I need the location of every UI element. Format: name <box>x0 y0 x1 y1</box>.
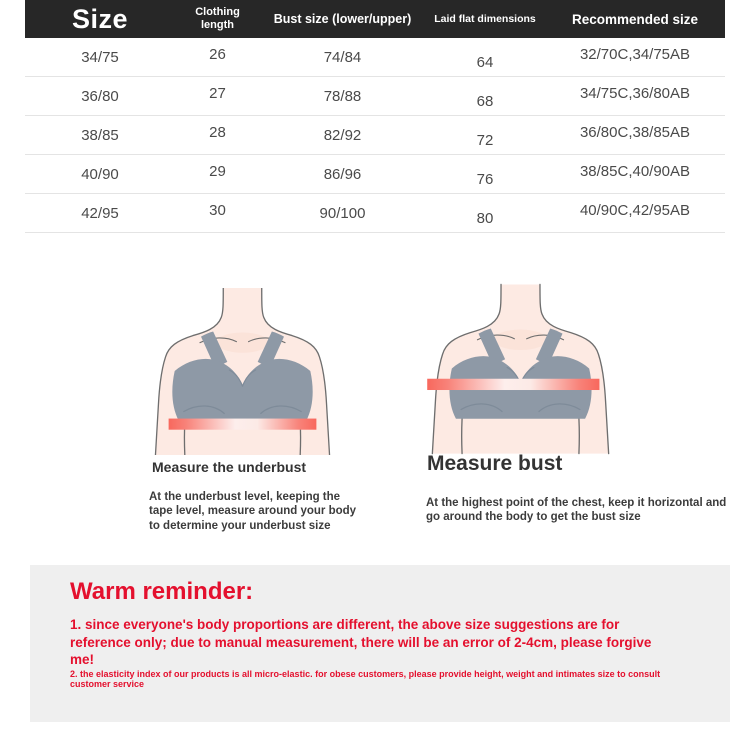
table-row <box>25 38 725 77</box>
bust-measurement-figure <box>418 283 623 455</box>
header-size: Size <box>71 3 129 34</box>
cell-clothing-length: 26 <box>209 45 226 63</box>
cell-size: 36/80 <box>81 87 119 105</box>
cell-laid-flat: 80 <box>476 209 494 227</box>
cell-bust-size: 74/84 <box>323 48 362 66</box>
torso-underbust-illustration <box>140 288 345 455</box>
measuring-band-bust <box>427 379 599 390</box>
warm-reminder-title: Warm reminder: <box>70 578 254 605</box>
header-bust-size: Bust size (lower/upper) <box>273 12 412 26</box>
cell-bust-size: 86/96 <box>323 165 362 183</box>
warm-reminder-point-1: 1. since everyone's body proportions are different, the above size suggestions are for reference only; due to manual measurement, there will be an error of 2-4cm, please forgive me! <box>70 617 652 668</box>
cell-bust-size: 78/88 <box>323 87 362 105</box>
cell-bust-size: 82/92 <box>323 126 362 144</box>
cell-size: 34/75 <box>81 48 119 66</box>
table-row <box>25 77 725 116</box>
bust-caption-title: Measure bust <box>427 452 563 475</box>
cell-size: 40/90 <box>81 165 119 183</box>
cell-laid-flat: 64 <box>476 53 494 71</box>
cell-size: 42/95 <box>81 204 119 222</box>
table-row <box>25 155 725 194</box>
size-table-header <box>25 0 725 38</box>
header-recommended-size: Recommended size <box>571 11 699 27</box>
cell-bust-size: 90/100 <box>319 204 366 222</box>
size-table <box>25 0 725 233</box>
header-clothing-length: Clothing length <box>195 6 240 31</box>
cell-laid-flat: 68 <box>476 92 494 110</box>
underbust-measurement-figure <box>140 288 345 455</box>
underbust-caption-text: At the underbust level, keeping the tape level, measure around your body to determine your underbust size <box>149 491 357 532</box>
cell-recommended: 36/80C,38/85AB <box>579 123 691 141</box>
cell-recommended: 32/70C,34/75AB <box>579 45 691 63</box>
table-row <box>25 116 725 155</box>
warm-reminder-point-2: 2. the elasticity index of our products is all micro-elastic. for obese customers, please provide height, weight and intimates size to consult customer service <box>70 669 661 689</box>
torso-bust-illustration <box>418 283 623 455</box>
measuring-band-underbust <box>169 419 317 430</box>
cell-recommended: 38/85C,40/90AB <box>579 162 691 180</box>
bust-caption-text: At the highest point of the chest, keep it horizontal and go around the body to get the bust size <box>426 497 727 524</box>
cell-laid-flat: 72 <box>476 131 494 149</box>
cell-size: 38/85 <box>81 126 119 144</box>
cell-clothing-length: 27 <box>209 84 226 102</box>
cell-recommended: 34/75C,36/80AB <box>579 84 691 102</box>
underbust-caption-title: Measure the underbust <box>152 459 307 475</box>
cell-clothing-length: 29 <box>209 162 226 180</box>
table-row <box>25 194 725 233</box>
header-laid-flat: Laid flat dimensions <box>434 13 536 25</box>
cell-recommended: 40/90C,42/95AB <box>579 201 691 219</box>
warm-reminder-panel <box>30 565 730 722</box>
cell-clothing-length: 28 <box>209 123 226 141</box>
cell-laid-flat: 76 <box>476 170 494 188</box>
cell-clothing-length: 30 <box>209 201 226 219</box>
